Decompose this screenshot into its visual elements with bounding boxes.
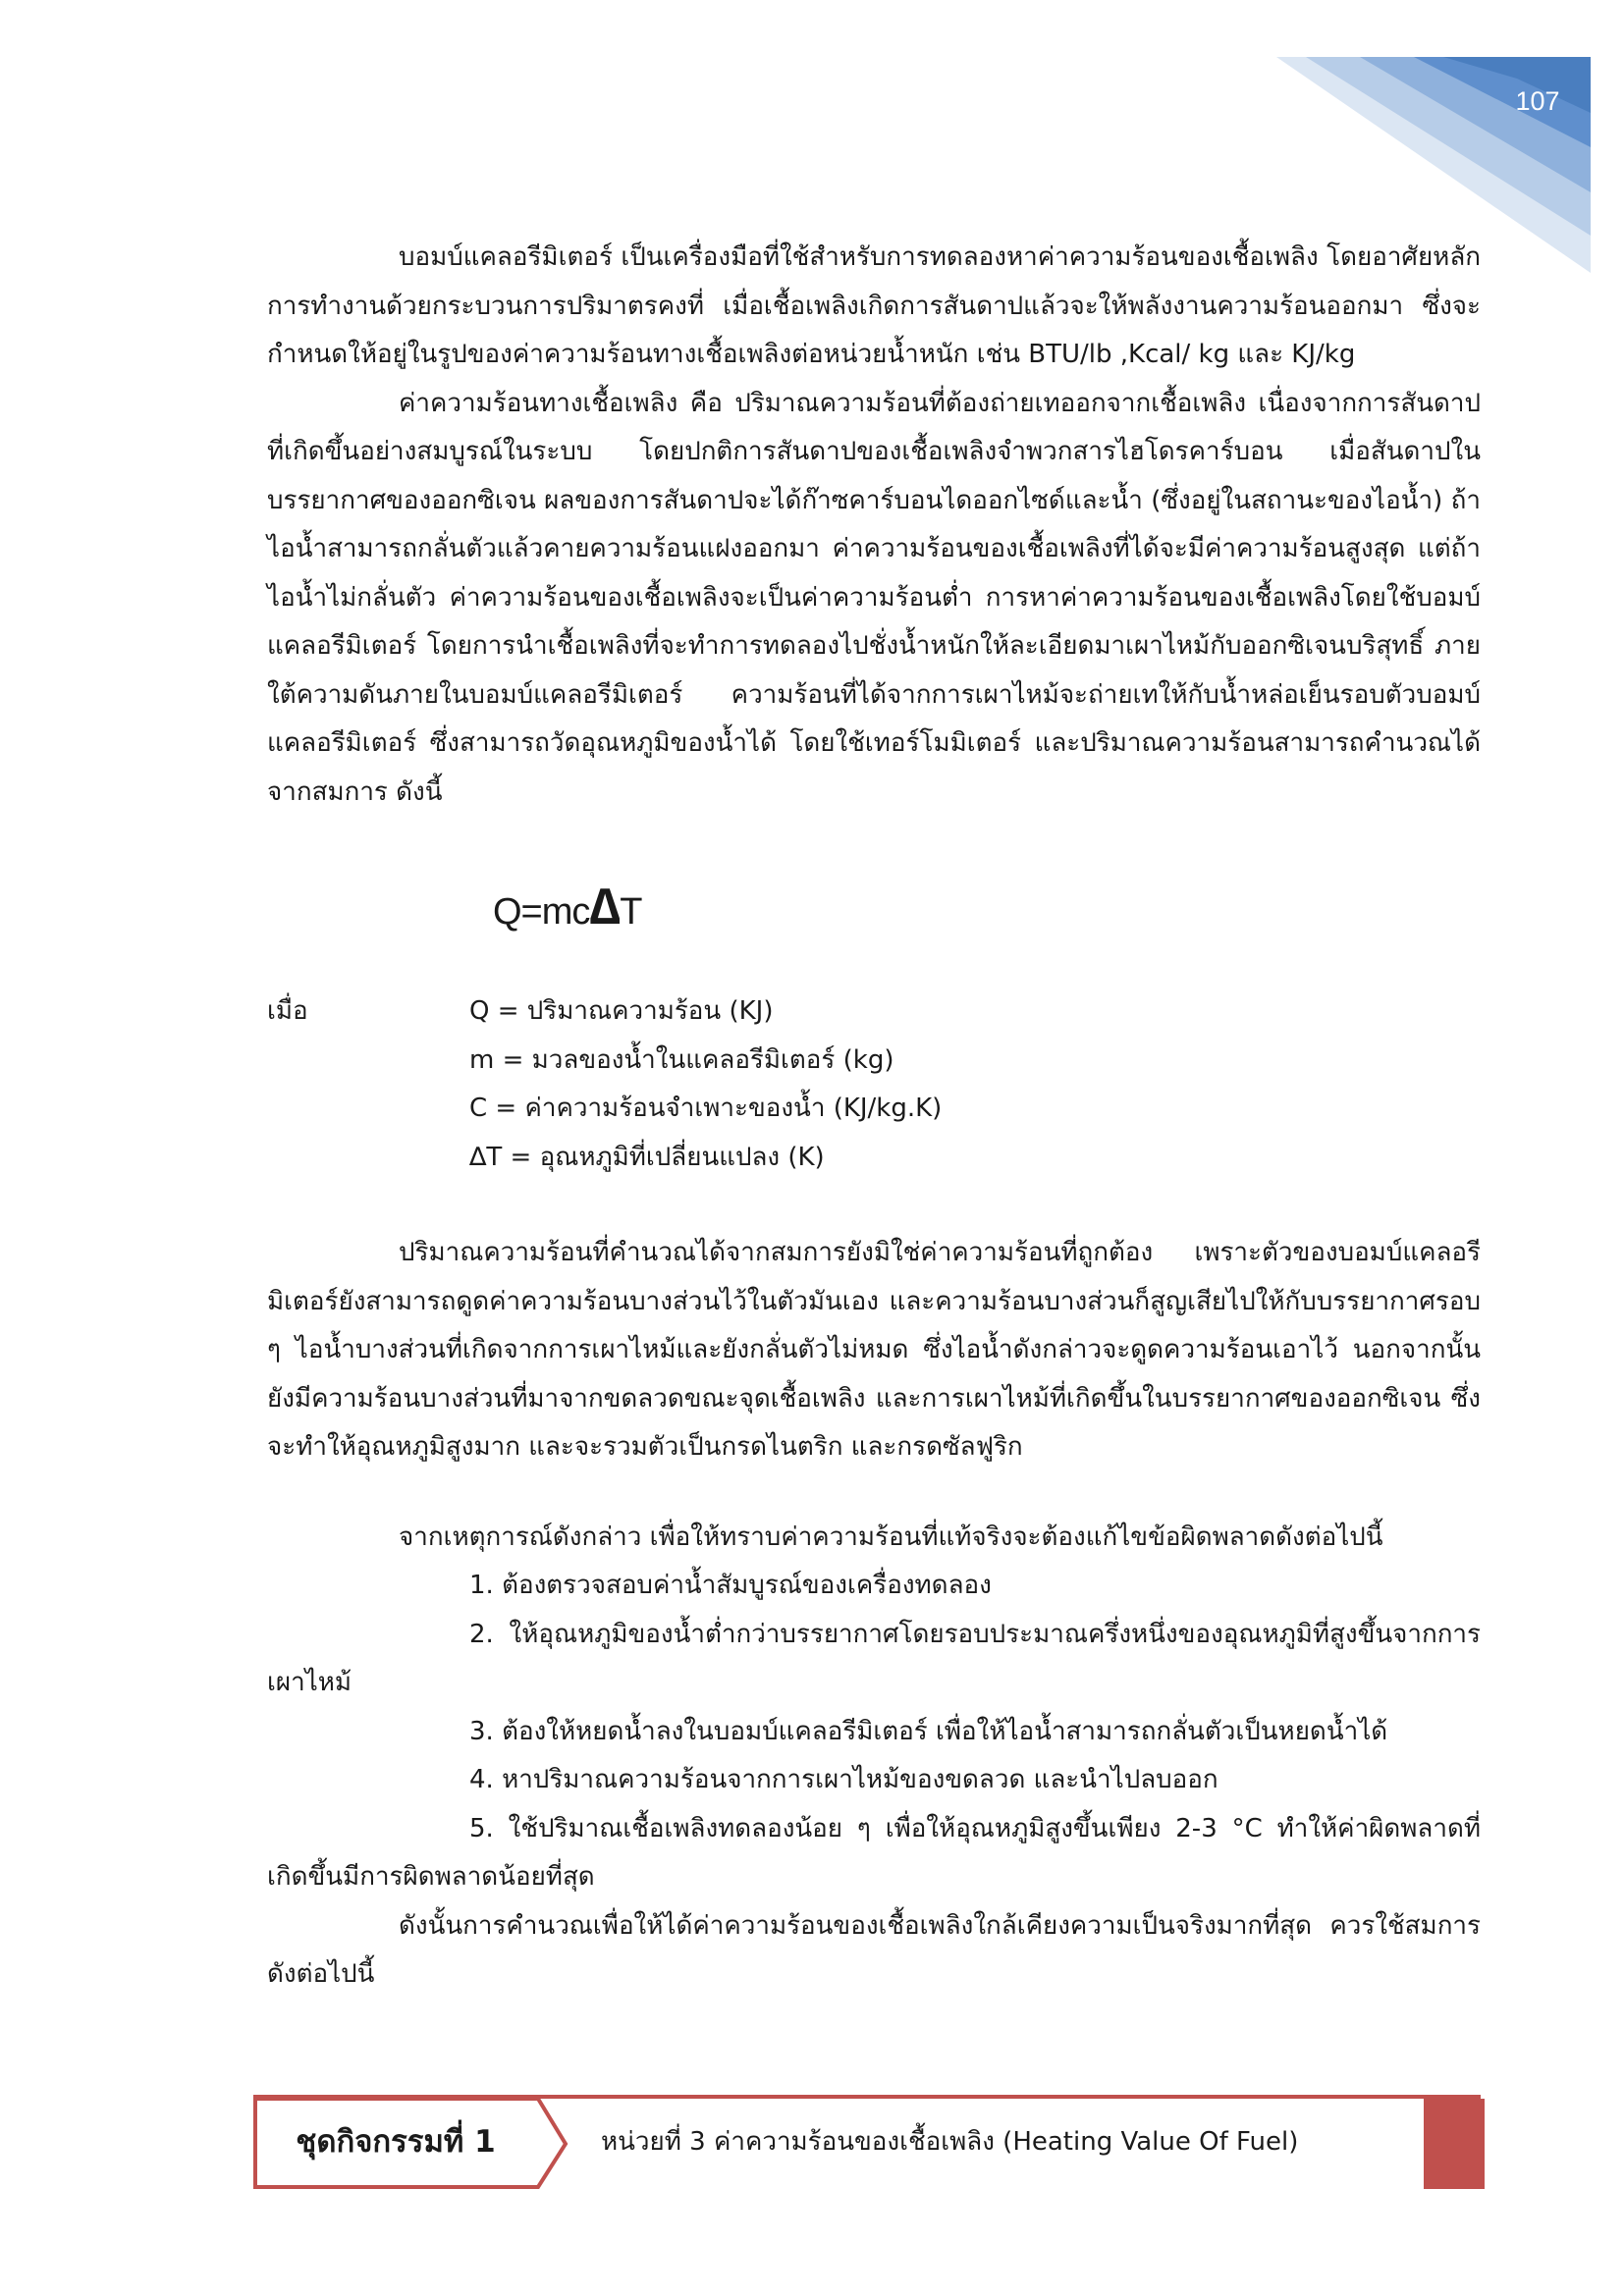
list-item: 4. หาปริมาณความร้อนจากการเผาไหม้ของขดลวด และนำไปลบออก	[469, 1765, 1218, 1794]
list-intro: จากเหตุการณ์ดังกล่าว เพื่อให้ทราบค่าความร้อนที่แท้จริงจะต้องแก้ไขข้อผิดพลาดดังต่อไปนี้	[399, 1522, 1383, 1552]
heat-formula	[493, 861, 1481, 954]
heating-value-paragraph: ค่าความร้อนทางเชื้อเพลิง คือ ปริมาณความร้อนที่ต้องถ่ายเทออกจากเชื้อเพลิง เนื่องจากการสันดาปที่เกิดขึ้นอย่างสมบูรณ์ในระบบ โดยปกติการสันดาปของเชื้อเพลิงจำพวกสารไฮโดรคาร์บอน เมื่อสันดาปในบรรยากาศของออกซิเจน ผลของการสันดาปจะได้ก๊าซคาร์บอนไดออกไซด์และน้ำ (ซึ่งอยู่ในสถานะของไอน้ำ) ถ้าไอน้ำสามารถกลั่นตัวแล้วคายความร้อนแฝงออกมา ค่าความร้อนของเชื้อเพลิงที่ได้จะมีค่าความร้อนสูงสุด แต่ถ้าไอน้ำไม่กลั่นตัว ค่าความร้อนของเชื้อเพลิงจะเป็นค่าความร้อนต่ำ การหาค่าความร้อนของเชื้อเพลิงโดยใช้บอมบ์แคลอรีมิเตอร์ โดยการนำเชื้อเพลิงที่จะทำการทดลองไปชั่งน้ำหนักให้ละเอียดมาเผาไหม้กับออกซิเจนบริสุทธิ์ ภายใต้ความดันภายในบอมบ์แคลอรีมิเตอร์ ความร้อนที่ได้จากการเผาไหม้จะถ่ายเทให้กับน้ำหล่อเย็นรอบตัวบอมบ์แคลอรีมิเตอร์ ซึ่งสามารถวัดอุณหภูมิของน้ำได้ โดยใช้เทอร์โมมิเตอร์ และปริมาณความร้อนสามารถคำนวณได้จากสมการ ดังนี้	[267, 388, 1481, 807]
correction-paragraph: ปริมาณความร้อนที่คำนวณได้จากสมการยังมิใช่ค่าความร้อนที่ถูกต้อง เพราะตัวของบอมบ์แคลอรีมิเตอร์ยังสามารถดูดค่าความร้อนบางส่วนไว้ในตัวมันเอง และความร้อนบางส่วนก็สูญเสียไปให้กับบรรยากาศรอบ ๆ ไอน้ำบางส่วนที่เกิดจากการเผาไหม้และยังกลั่นตัวไม่หมด ซึ่งไอน้ำดังกล่าวจะดูดความร้อนเอาไว้ นอกจากนั้นยังมีความร้อนบางส่วนที่มาจากขดลวดขณะจุดเชื้อเพลิง และการเผาไหม้ที่เกิดขึ้นในบรรยากาศของออกซิเจน ซึ่งจะทำให้อุณหภูมิสูงมาก และจะรวมตัวเป็นกรดไนตริก และกรดซัลฟูริก	[267, 1238, 1481, 1462]
formula-lhs: Q=mc	[493, 891, 590, 933]
list-item: 3. ต้องให้หยดน้ำลงในบอมบ์แคลอรีมิเตอร์ เพื่อให้ไอน้ำสามารถกลั่นตัวเป็นหยดน้ำได้	[469, 1716, 1388, 1746]
definition-row	[267, 1134, 1481, 1183]
footer-activity-label: ชุดกิจกรรมที่ 1	[296, 2124, 496, 2160]
definition-c: C = ค่าความร้อนจำเพาะของน้ำ (KJ/kg.K)	[469, 1094, 943, 1123]
list-item: 2. ให้อุณหภูมิของน้ำต่ำกว่าบรรยากาศโดยรอบประมาณครึ่งหนึ่งของอุณหภูมิที่สูงขึ้นจากการเผาไหม้	[267, 1619, 1481, 1697]
page-content	[267, 234, 1481, 2000]
footer-banner	[253, 2095, 1487, 2189]
variable-definitions	[267, 988, 1481, 1182]
page-number: 107	[1515, 86, 1560, 116]
intro-paragraph: บอมบ์แคลอรีมิเตอร์ เป็นเครื่องมือที่ใช้สำหรับการทดลองหาค่าความร้อนของเชื้อเพลิง โดยอาศัยหลักการทำงานด้วยกระบวนการปริมาตรคงที่ เมื่อเชื้อเพลิงเกิดการสันดาปแล้วจะให้พลังงานความร้อนออกมา ซึ่งจะกำหนดให้อยู่ในรูปของค่าความร้อนทางเชื้อเพลิงต่อหน่วยน้ำหนัก เช่น BTU/lb ,Kcal/ kg และ KJ/kg	[267, 242, 1481, 369]
footer-unit-title: หน่วยที่ 3 ค่าความร้อนของเชื้อเพลิง (Heating Value Of Fuel)	[601, 2127, 1299, 2157]
formula-rhs: T	[620, 891, 642, 933]
closing-paragraph: ดังนั้นการคำนวณเพื่อให้ได้ค่าความร้อนของเชื้อเพลิงใกล้เคียงความเป็นจริงมากที่สุด ควรใช้สมการดังต่อไปนี้	[267, 1910, 1481, 1989]
definition-delta-t: ∆T = อุณหภูมิที่เปลี่ยนแปลง (K)	[469, 1142, 825, 1172]
definition-q: Q = ปริมาณความร้อน (KJ)	[469, 996, 774, 1026]
footer-tab	[1424, 2099, 1485, 2189]
list-item: 1. ต้องตรวจสอบค่าน้ำสัมบูรณ์ของเครื่องทดลอง	[469, 1571, 992, 1600]
definition-m: m = มวลของน้ำในแคลอรีมิเตอร์ (kg)	[469, 1044, 894, 1075]
definition-row	[267, 1037, 1481, 1086]
definition-row	[267, 988, 1481, 1037]
list-item: 5. ใช้ปริมาณเชื้อเพลิงทดลองน้อย ๆ เพื่อให้อุณหภูมิสูงขึ้นเพียง 2-3 °C ทำให้ค่าผิดพลาดที่เกิดขึ้นมีการผิดพลาดน้อยที่สุด	[267, 1813, 1481, 1892]
when-label: เมื่อ	[267, 996, 308, 1026]
definition-row	[267, 1085, 1481, 1134]
formula-delta: ∆	[589, 879, 621, 935]
